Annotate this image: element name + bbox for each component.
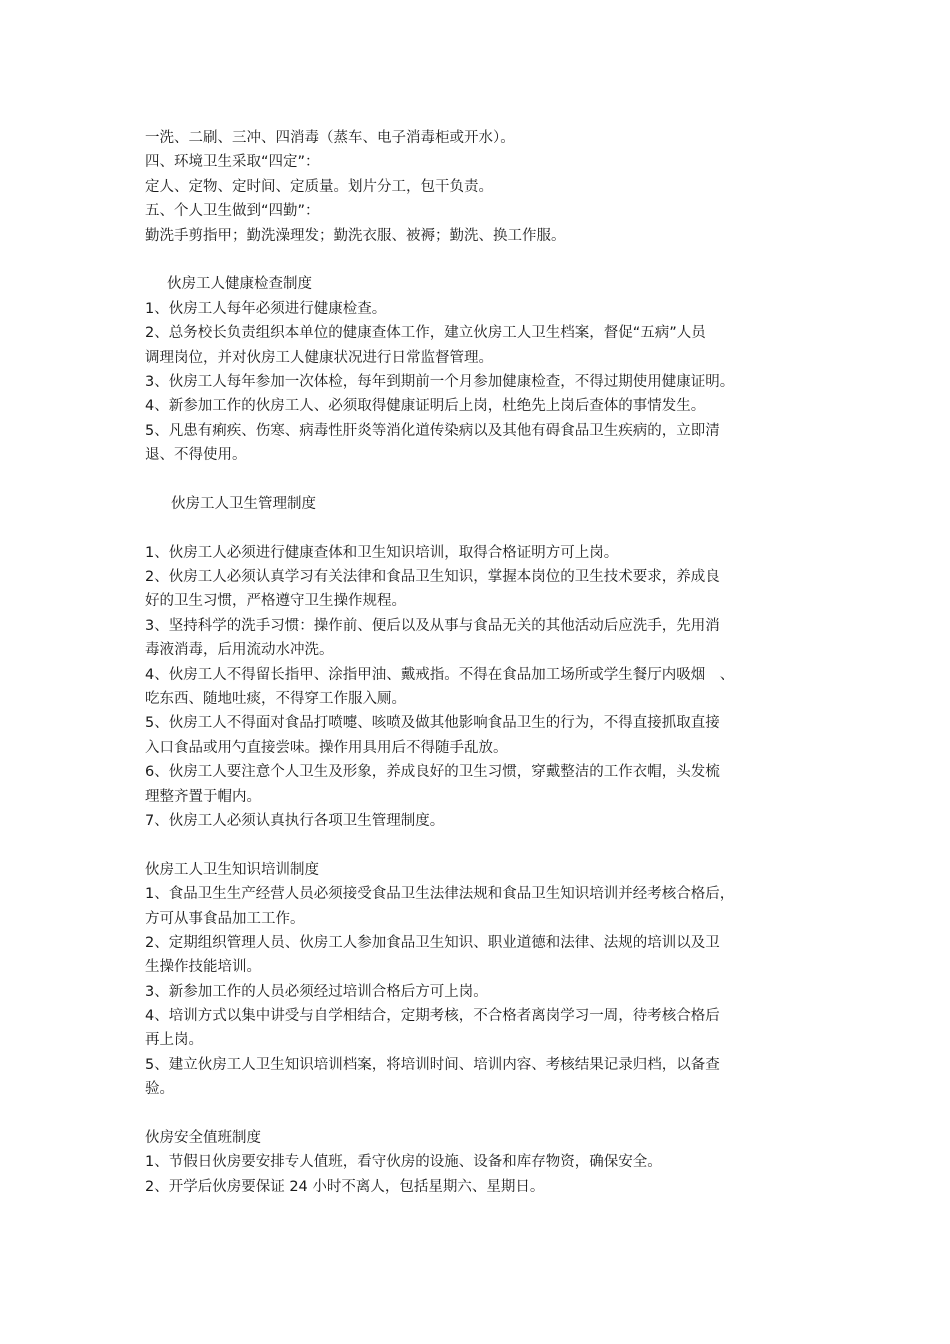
section-title: 伙房工人卫生知识培训制度 [145,861,319,878]
paragraph-line: 6、伙房工人要注意个人卫生及形象，养成良好的卫生习惯，穿戴整洁的工作衣帽，头发梳 [145,764,720,781]
duty-section [145,1126,825,1199]
paragraph-line: 生操作技能培训。 [145,959,261,976]
intro-section [145,126,825,248]
paragraph-line: 5、建立伙房工人卫生知识培训档案，将培训时间、培训内容、考核结果记录归档，以备查 [145,1056,720,1073]
paragraph-line: 4、培训方式以集中讲受与自学相结合，定期考核，不合格者离岗学习一周，待考核合格后 [145,1008,720,1025]
paragraph-line: 3、坚持科学的洗手习惯：操作前、便后以及从事与食品无关的其他活动后应洗手，先用消 [145,617,720,634]
hygiene-management-section [145,492,825,833]
paragraph-line: 1、食品卫生生产经营人员必须接受食品卫生法律法规和食品卫生知识培训并经考核合格后， [145,886,735,903]
paragraph-line: 好的卫生习惯，严格遵守卫生操作规程。 [145,593,406,610]
paragraph-line: 3、新参加工作的人员必须经过培训合格后方可上岗。 [145,983,488,1000]
paragraph-line: 1、伙房工人必须进行健康查体和卫生知识培训，取得合格证明方可上岗。 [145,544,619,561]
paragraph-line: 5、凡患有痢疾、伤寒、病毒性肝炎等消化道传染病以及其他有碍食品卫生疾病的，立即清 [145,422,720,439]
paragraph-line: 入口食品或用勺直接尝味。操作用具用后不得随手乱放。 [145,739,508,756]
paragraph-line: 理整齐置于帽内。 [145,788,261,805]
paragraph-line: 验。 [145,1081,174,1098]
section-title: 伙房工人健康检查制度 [167,276,312,293]
paragraph-line: 调理岗位，并对伙房工人健康状况进行日常监督管理。 [145,349,493,366]
paragraph-line: 2、开学后伙房要保证 24 小时不离人，包括星期六、星期日。 [145,1178,545,1195]
document-page [145,126,825,1199]
spacer [145,1102,825,1126]
spacer [145,516,825,540]
intro-line: 一洗、二刷、三冲、四消毒（蒸车、电子消毒柜或开水）。 [145,130,515,146]
section-title: 伙房工人卫生管理制度 [171,495,316,512]
intro-line: 勤洗手剪指甲；勤洗澡理发；勤洗衣服、被褥；勤洗、换工作服。 [145,227,566,244]
paragraph-line: 再上岗。 [145,1032,203,1049]
intro-line: 五、个人卫生做到“四勤”： [145,203,320,220]
paragraph-line: 1、伙房工人每年必须进行健康检查。 [145,300,387,317]
section-title: 伙房安全值班制度 [145,1130,261,1147]
paragraph-line: 吃东西、随地吐痰，不得穿工作服入厕。 [145,690,406,707]
health-check-section [145,272,825,467]
intro-line: 定人、定物、定时间、定质量。划片分工，包干负责。 [145,178,493,195]
spacer [145,467,825,491]
training-section [145,858,825,1102]
spacer [145,248,825,272]
spacer [145,833,825,857]
paragraph-line: 2、伙房工人必须认真学习有关法律和食品卫生知识，掌握本岗位的卫生技术要求，养成良 [145,569,720,586]
paragraph-line: 5、伙房工人不得面对食品打喷嚏、咳喷及做其他影响食品卫生的行为，不得直接抓取直接 [145,715,720,732]
paragraph-line: 4、伙房工人不得留长指甲、涂指甲油、戴戒指。不得在食品加工场所或学生餐厅内吸烟 、 [145,666,735,683]
paragraph-line: 退、不得使用。 [145,447,247,464]
intro-line: 四、环境卫生采取“四定”： [145,154,320,171]
paragraph-line: 2、总务校长负责组织本单位的健康查体工作，建立伙房工人卫生档案，督促“五病”人员 [145,325,706,342]
paragraph-line: 7、伙房工人必须认真执行各项卫生管理制度。 [145,812,445,829]
paragraph-line: 毒液消毒，后用流动水冲洗。 [145,642,334,659]
paragraph-line: 2、定期组织管理人员、伙房工人参加食品卫生知识、职业道德和法律、法规的培训以及卫 [145,934,720,951]
paragraph-line: 方可从事食品加工工作。 [145,910,305,927]
paragraph-line: 4、新参加工作的伙房工人、必须取得健康证明后上岗，杜绝先上岗后查体的事情发生。 [145,398,706,415]
paragraph-line: 1、节假日伙房要安排专人值班，看守伙房的设施、设备和库存物资，确保安全。 [145,1154,662,1171]
paragraph-line: 3、伙房工人每年参加一次体检，每年到期前一个月参加健康检查，不得过期使用健康证明。 [145,373,735,390]
